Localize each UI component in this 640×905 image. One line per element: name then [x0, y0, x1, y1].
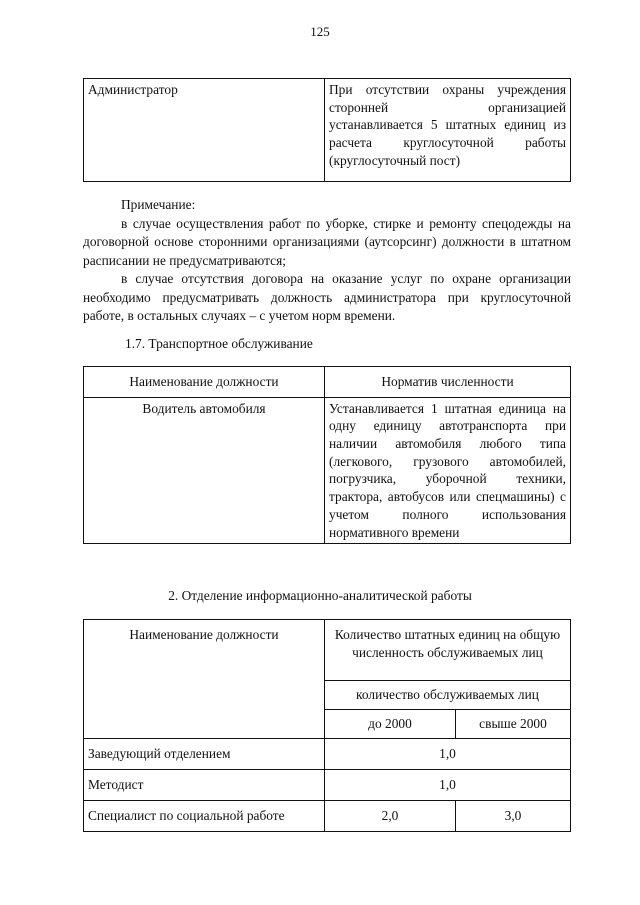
section-heading-info: 2. Отделение информационно-аналитической работы: [168, 588, 472, 603]
section-heading-transport: 1.7. Транспортное обслуживание: [125, 336, 313, 351]
note-title: Примечание:: [121, 197, 196, 212]
position-cell: Специалист по социальной работе: [84, 801, 325, 832]
note-block: [83, 196, 571, 326]
header-norm: Норматив численности: [325, 367, 571, 398]
position-cell: Заведующий отделением: [84, 739, 325, 770]
header-count: Количество штатных единиц на общую численность обслуживаемых лиц: [325, 620, 571, 681]
table-row: [84, 770, 571, 801]
subheader: количество обслуживаемых лиц: [325, 681, 571, 710]
header-position: Наименование должности: [84, 620, 325, 739]
staffing-table: [83, 619, 571, 832]
administrator-table: [83, 78, 571, 182]
note-paragraph-2: в случае отсутствия договора на оказание услуг по охране организации необходимо предусматривать должность администратора при круглосуточной работе, в остальных случаях – с учетом норм времени.: [83, 271, 571, 323]
table-row: [84, 739, 571, 770]
value-cell-a: 2,0: [325, 801, 456, 832]
value-cell: 1,0: [325, 739, 571, 770]
col-header-b: свыше 2000: [456, 710, 571, 739]
col-header-a: до 2000: [325, 710, 456, 739]
table-header-row: [84, 620, 571, 681]
position-cell: Методист: [84, 770, 325, 801]
position-cell: Водитель автомобиля: [84, 397, 325, 544]
transport-table: [83, 366, 571, 544]
note-paragraph-1: в случае осуществления работ по уборке, стирке и ремонту спецодежды на договорной основе сторонними организациями (аутсорсинг) должности в штатном расписании не предусматриваются;: [83, 215, 571, 268]
value-cell: 1,0: [325, 770, 571, 801]
page-number: 125: [310, 24, 330, 39]
header-position: Наименование должности: [84, 367, 325, 398]
table-row: [84, 801, 571, 832]
table-row: [84, 397, 571, 544]
position-cell: Администратор: [84, 79, 325, 182]
table-row: [84, 79, 571, 182]
value-cell-b: 3,0: [456, 801, 571, 832]
table-header-row: [84, 367, 571, 398]
norm-cell: Устанавливается 1 штатная единица на одну единицу автотранспорта при наличии автомобиля любого типа (легкового, грузового автомобилей, погрузчика, уборочной техники, трактора, автобусов или спецмашины) с учетом полного использования нормативного времени: [325, 397, 571, 544]
norm-cell: При отсутствии охраны учреждения сторонней организацией устанавливается 5 штатных единиц из расчета круглосуточной работы (круглосуточный пост): [325, 79, 571, 182]
